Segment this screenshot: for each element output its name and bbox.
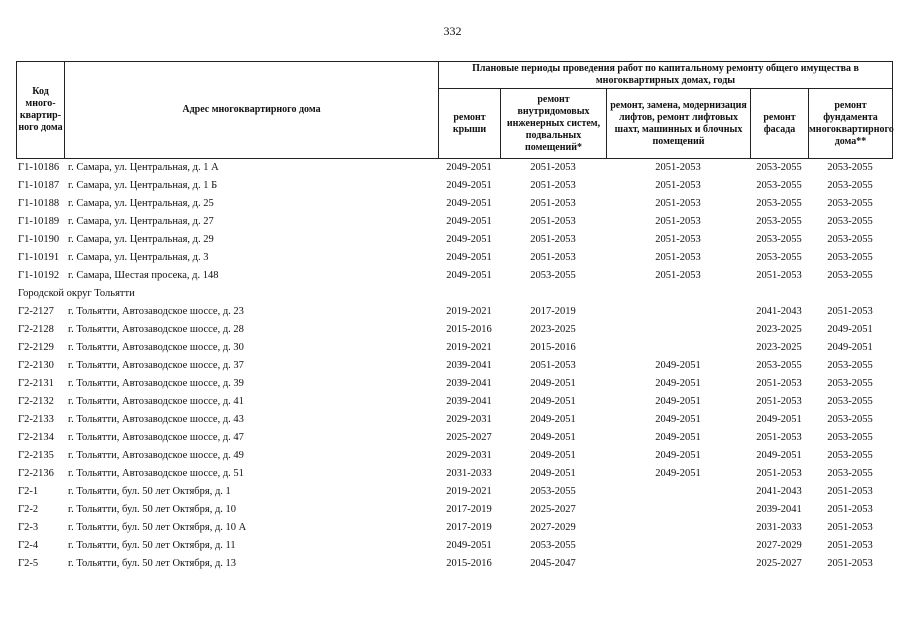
row-address: г. Тольятти, Автозаводское шоссе, д. 51 [68, 467, 244, 479]
table-row [16, 392, 892, 410]
row-address: г. Тольятти, бул. 50 лет Октября, д. 1 [68, 485, 231, 497]
header-facade: ремонт фасада [751, 89, 809, 159]
row-address: г. Тольятти, Автозаводское шоссе, д. 37 [68, 359, 244, 371]
row-roof: 2039-2041 [446, 359, 492, 371]
row-elevators [606, 338, 750, 356]
table-row [16, 176, 892, 194]
row-roof: 2019-2021 [446, 341, 492, 353]
row-facade: 2053-2055 [756, 233, 802, 245]
row-facade: 2053-2055 [756, 215, 802, 227]
row-code: Г1-10188 [18, 197, 60, 209]
row-facade: 2051-2053 [756, 467, 802, 479]
table-row [16, 356, 892, 374]
row-engineering: 2027-2029 [530, 521, 576, 533]
row-elevators: 2051-2053 [655, 269, 701, 281]
row-foundation: 2051-2053 [827, 521, 873, 533]
row-code: Г2-2128 [18, 323, 54, 335]
table-row [16, 338, 892, 356]
table-row [16, 194, 892, 212]
row-elevators: 2049-2051 [655, 359, 701, 371]
row-foundation: 2051-2053 [827, 557, 873, 569]
row-engineering: 2017-2019 [530, 305, 576, 317]
row-foundation: 2049-2051 [827, 323, 873, 335]
row-foundation: 2053-2055 [827, 449, 873, 461]
row-foundation: 2053-2055 [827, 197, 873, 209]
row-address: г. Тольятти, бул. 50 лет Октября, д. 10 [68, 503, 237, 515]
row-roof: 2015-2016 [446, 557, 492, 569]
row-address: г. Тольятти, Автозаводское шоссе, д. 30 [68, 341, 244, 353]
row-foundation: 2053-2055 [827, 269, 873, 281]
table-row [16, 482, 892, 500]
page-number: 332 [443, 24, 462, 38]
row-address: г. Тольятти, Автозаводское шоссе, д. 23 [68, 305, 244, 317]
row-address: г. Самара, ул. Центральная, д. 1 А [68, 161, 219, 173]
row-address: г. Тольятти, Автозаводское шоссе, д. 49 [68, 449, 244, 461]
table-row [16, 230, 892, 248]
row-roof: 2025-2027 [446, 431, 492, 443]
row-roof: 2019-2021 [446, 305, 492, 317]
row-engineering: 2051-2053 [530, 359, 576, 371]
row-address: г. Тольятти, бул. 50 лет Октября, д. 13 [68, 557, 237, 569]
row-code: Г2-2129 [18, 341, 54, 353]
row-code: Г2-1 [18, 485, 39, 497]
table-row [16, 374, 892, 392]
row-engineering: 2051-2053 [530, 197, 576, 209]
row-roof: 2049-2051 [446, 179, 492, 191]
row-engineering: 2049-2051 [530, 377, 576, 389]
row-roof: 2049-2051 [446, 269, 492, 281]
row-roof: 2017-2019 [446, 521, 492, 533]
row-engineering: 2015-2016 [530, 341, 576, 353]
row-elevators [606, 482, 750, 500]
row-roof: 2029-2031 [446, 413, 492, 425]
row-facade: 2023-2025 [756, 341, 802, 353]
row-code: Г2-2132 [18, 395, 54, 407]
row-elevators: 2049-2051 [655, 449, 701, 461]
table-row [16, 410, 892, 428]
row-facade: 2049-2051 [756, 413, 802, 425]
row-roof: 2019-2021 [446, 485, 492, 497]
row-foundation: 2053-2055 [827, 377, 873, 389]
table-row [16, 518, 892, 536]
row-code: Г1-10187 [18, 179, 60, 191]
row-code: Г2-2134 [18, 431, 54, 443]
row-roof: 2039-2041 [446, 377, 492, 389]
row-foundation: 2053-2055 [827, 467, 873, 479]
row-engineering: 2051-2053 [530, 251, 576, 263]
row-roof: 2049-2051 [446, 161, 492, 173]
row-foundation: 2053-2055 [827, 161, 873, 173]
row-elevators: 2049-2051 [655, 377, 701, 389]
section-title: Городской округ Тольятти [18, 287, 135, 299]
row-facade: 2051-2053 [756, 377, 802, 389]
header-code: Код много-квартир-ного дома [17, 62, 65, 159]
row-engineering: 2045-2047 [530, 557, 576, 569]
row-code: Г2-3 [18, 521, 39, 533]
row-facade: 2031-2033 [756, 521, 802, 533]
row-code: Г2-2130 [18, 359, 54, 371]
row-roof: 2049-2051 [446, 215, 492, 227]
row-foundation: 2053-2055 [827, 395, 873, 407]
row-elevators: 2051-2053 [655, 215, 701, 227]
row-elevators [606, 518, 750, 536]
row-elevators: 2049-2051 [655, 413, 701, 425]
row-engineering: 2049-2051 [530, 395, 576, 407]
table-row [16, 212, 892, 230]
row-roof: 2049-2051 [446, 539, 492, 551]
header-foundation: ремонт фундамента многоквартирного дома** [809, 89, 893, 159]
row-address: г. Тольятти, Автозаводское шоссе, д. 39 [68, 377, 244, 389]
row-facade: 2053-2055 [756, 251, 802, 263]
row-facade: 2053-2055 [756, 359, 802, 371]
row-address: г. Тольятти, бул. 50 лет Октября, д. 10 А [68, 521, 247, 533]
table-row [16, 446, 892, 464]
row-elevators [606, 554, 750, 572]
row-foundation: 2053-2055 [827, 179, 873, 191]
table-row [16, 536, 892, 554]
row-engineering: 2023-2025 [530, 323, 576, 335]
row-engineering: 2053-2055 [530, 269, 576, 281]
row-elevators [606, 500, 750, 518]
row-foundation: 2049-2051 [827, 341, 873, 353]
row-address: г. Самара, ул. Центральная, д. 27 [68, 215, 214, 227]
row-facade: 2049-2051 [756, 449, 802, 461]
table-body [16, 158, 892, 572]
header-roof: ремонт крыши [439, 89, 501, 159]
row-address: г. Тольятти, бул. 50 лет Октября, д. 11 [68, 539, 236, 551]
header-engineering: ремонт внутридомовых инженерных систем, подвальных помещений* [501, 89, 607, 159]
row-facade: 2051-2053 [756, 395, 802, 407]
row-foundation: 2051-2053 [827, 305, 873, 317]
table-row [16, 158, 892, 176]
row-elevators: 2051-2053 [655, 179, 701, 191]
row-address: г. Самара, Шестая просека, д. 148 [68, 269, 219, 281]
row-elevators: 2051-2053 [655, 197, 701, 209]
row-elevators: 2051-2053 [655, 161, 701, 173]
row-facade: 2051-2053 [756, 431, 802, 443]
row-elevators: 2051-2053 [655, 233, 701, 245]
row-foundation: 2053-2055 [827, 431, 873, 443]
row-roof: 2049-2051 [446, 197, 492, 209]
header-periods: Плановые периоды проведения работ по капитальному ремонту общего имущества в многоквартирных домах, годы [439, 62, 893, 89]
section-row [16, 284, 892, 302]
row-code: Г2-5 [18, 557, 39, 569]
row-facade: 2023-2025 [756, 323, 802, 335]
table-row [16, 266, 892, 284]
row-foundation: 2051-2053 [827, 485, 873, 497]
row-elevators: 2049-2051 [655, 467, 701, 479]
row-engineering: 2051-2053 [530, 161, 576, 173]
header-elevators: ремонт, замена, модернизация лифтов, ремонт лифтовых шахт, машинных и блочных помещений [607, 89, 751, 159]
table-row [16, 500, 892, 518]
row-facade: 2053-2055 [756, 197, 802, 209]
row-elevators [606, 302, 750, 320]
row-engineering: 2049-2051 [530, 431, 576, 443]
row-facade: 2051-2053 [756, 269, 802, 281]
row-facade: 2041-2043 [756, 305, 802, 317]
row-engineering: 2049-2051 [530, 449, 576, 461]
row-address: г. Тольятти, Автозаводское шоссе, д. 41 [68, 395, 244, 407]
row-engineering: 2049-2051 [530, 413, 576, 425]
row-foundation: 2051-2053 [827, 539, 873, 551]
row-engineering: 2053-2055 [530, 485, 576, 497]
table-row [16, 320, 892, 338]
row-code: Г1-10192 [18, 269, 60, 281]
row-roof: 2049-2051 [446, 233, 492, 245]
row-foundation: 2053-2055 [827, 413, 873, 425]
table-row [16, 302, 892, 320]
row-facade: 2025-2027 [756, 557, 802, 569]
row-code: Г2-2131 [18, 377, 54, 389]
row-facade: 2053-2055 [756, 161, 802, 173]
row-foundation: 2053-2055 [827, 359, 873, 371]
row-facade: 2039-2041 [756, 503, 802, 515]
row-roof: 2031-2033 [446, 467, 492, 479]
row-roof: 2029-2031 [446, 449, 492, 461]
table-row [16, 248, 892, 266]
row-facade: 2041-2043 [756, 485, 802, 497]
row-code: Г1-10190 [18, 233, 60, 245]
row-roof: 2017-2019 [446, 503, 492, 515]
row-roof: 2039-2041 [446, 395, 492, 407]
row-engineering: 2051-2053 [530, 179, 576, 191]
row-code: Г2-2 [18, 503, 39, 515]
row-foundation: 2053-2055 [827, 233, 873, 245]
row-address: г. Самара, ул. Центральная, д. 3 [68, 251, 209, 263]
header-address: Адрес многоквартирного дома [65, 62, 439, 159]
row-address: г. Тольятти, Автозаводское шоссе, д. 28 [68, 323, 244, 335]
row-code: Г1-10189 [18, 215, 60, 227]
row-engineering: 2051-2053 [530, 215, 576, 227]
row-address: г. Тольятти, Автозаводское шоссе, д. 47 [68, 431, 244, 443]
table-header [16, 61, 893, 159]
row-foundation: 2053-2055 [827, 251, 873, 263]
row-roof: 2015-2016 [446, 323, 492, 335]
row-code: Г2-2127 [18, 305, 54, 317]
row-foundation: 2053-2055 [827, 215, 873, 227]
row-facade: 2053-2055 [756, 179, 802, 191]
row-elevators [606, 320, 750, 338]
row-engineering: 2025-2027 [530, 503, 576, 515]
row-code: Г2-4 [18, 539, 39, 551]
row-elevators: 2049-2051 [655, 395, 701, 407]
row-address: г. Самара, ул. Центральная, д. 1 Б [68, 179, 218, 191]
table-row [16, 428, 892, 446]
row-engineering: 2051-2053 [530, 233, 576, 245]
row-code: Г2-2135 [18, 449, 54, 461]
row-elevators: 2049-2051 [655, 431, 701, 443]
row-elevators: 2051-2053 [655, 251, 701, 263]
table-row [16, 464, 892, 482]
row-address: г. Самара, ул. Центральная, д. 25 [68, 197, 214, 209]
row-code: Г1-10186 [18, 161, 60, 173]
row-address: г. Самара, ул. Центральная, д. 29 [68, 233, 214, 245]
row-code: Г1-10191 [18, 251, 60, 263]
row-elevators [606, 536, 750, 554]
row-foundation: 2051-2053 [827, 503, 873, 515]
row-engineering: 2049-2051 [530, 467, 576, 479]
row-code: Г2-2133 [18, 413, 54, 425]
row-facade: 2027-2029 [756, 539, 802, 551]
row-roof: 2049-2051 [446, 251, 492, 263]
row-code: Г2-2136 [18, 467, 54, 479]
row-address: г. Тольятти, Автозаводское шоссе, д. 43 [68, 413, 244, 425]
row-engineering: 2053-2055 [530, 539, 576, 551]
table-row [16, 554, 892, 572]
